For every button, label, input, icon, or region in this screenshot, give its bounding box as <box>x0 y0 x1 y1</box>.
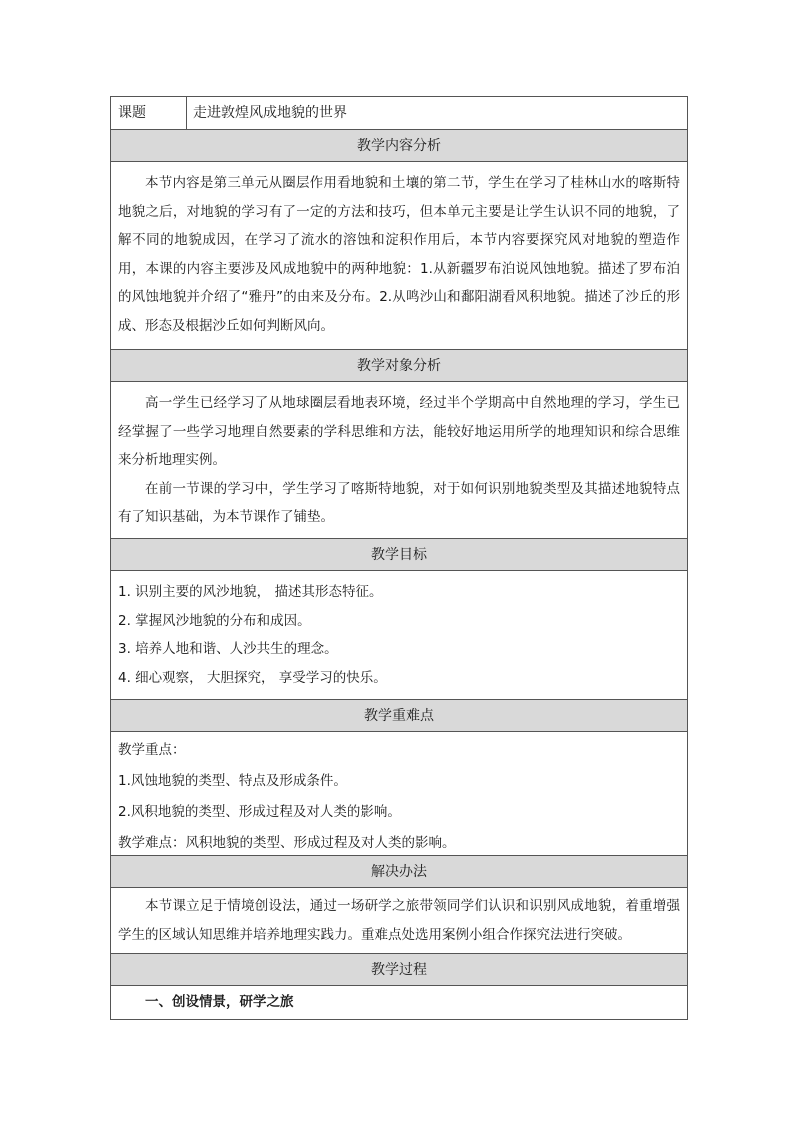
course-label: 课题 <box>111 97 187 129</box>
object-analysis-paragraph-2: 在前一节课的学习中，学生学习了喀斯特地貌，对于如何识别地貌类型及其描述地貌特点有了知识基础，为本节课作了铺垫。 <box>118 480 680 526</box>
object-analysis-header: 教学对象分析 <box>111 350 687 382</box>
key-points-header: 教学重难点 <box>111 700 687 732</box>
key-points-body <box>111 732 687 856</box>
focus-label: 教学重点： <box>118 742 186 758</box>
content-analysis-paragraph: 本节内容是第三单元从圈层作用看地貌和土壤的第二节，学生在学习了桂林山水的喀斯特地貌之后，对地貌的学习有了一定的方法和技巧，但本单元主要是让学生认识不同的地貌，了解不同的地貌成因，在学习了流水的溶蚀和淀积作用后，本节内容要探究风对地貌的塑造作用，本课的内容主要涉及风成地貌中的两种地貌：1.从新疆罗布泊说风蚀地貌。描述了罗布泊的风蚀地貌并介绍了“雅丹”的由来及分布。2.从鸣沙山和鄱阳湖看风积地貌。描述了沙丘的形成、形态及根据沙丘如何判断风向。 <box>118 175 680 334</box>
methods-body <box>111 888 687 954</box>
course-title: 走进敦煌风成地貌的世界 <box>193 105 347 121</box>
focus-item: 1.风蚀地貌的类型、特点及形成条件。 <box>118 773 347 789</box>
object-analysis-paragraph-1: 高一学生已经学习了从地球圈层看地表环境，经过半个学期高中自然地理的学习，学生已经掌握了一些学习地理自然要素的学科思维和方法，能较好地运用所学的地理知识和综合思维来分析地理实例。 <box>118 395 680 469</box>
objectives-list <box>118 578 680 692</box>
list-item: 3. 培养人地和谐、人沙共生的理念。 <box>118 641 338 658</box>
content-analysis-header: 教学内容分析 <box>111 130 687 162</box>
list-item: 2. 掌握风沙地貌的分布和成因。 <box>118 612 311 629</box>
objectives-header: 教学目标 <box>111 539 687 571</box>
process-header: 教学过程 <box>111 954 687 986</box>
list-item: 1. 识别主要的风沙地貌， 描述其形态特征。 <box>118 584 383 600</box>
difficulty-text: 教学难点：风积地貌的类型、形成过程及对人类的影响。 <box>118 835 456 851</box>
list-item: 4. 细心观察， 大胆探究， 享受学习的快乐。 <box>118 669 387 686</box>
lesson-plan-table <box>110 96 688 1020</box>
process-body <box>111 986 687 1019</box>
content-analysis-body <box>111 162 687 350</box>
process-step-1: 一、创设情景，研学之旅 <box>145 994 294 1010</box>
focus-item: 2.风积地貌的类型、形成过程及对人类的影响。 <box>118 804 401 820</box>
methods-header: 解决办法 <box>111 856 687 888</box>
methods-paragraph: 本节课立足于情境创设法，通过一场研学之旅带领同学们认识和识别风成地貌，着重增强学生的区域认知思维并培养地理实践力。重难点处选用案例小组合作探究法进行突破。 <box>118 898 680 943</box>
course-title-row <box>111 97 687 130</box>
objectives-body <box>111 571 687 700</box>
object-analysis-body <box>111 382 687 539</box>
